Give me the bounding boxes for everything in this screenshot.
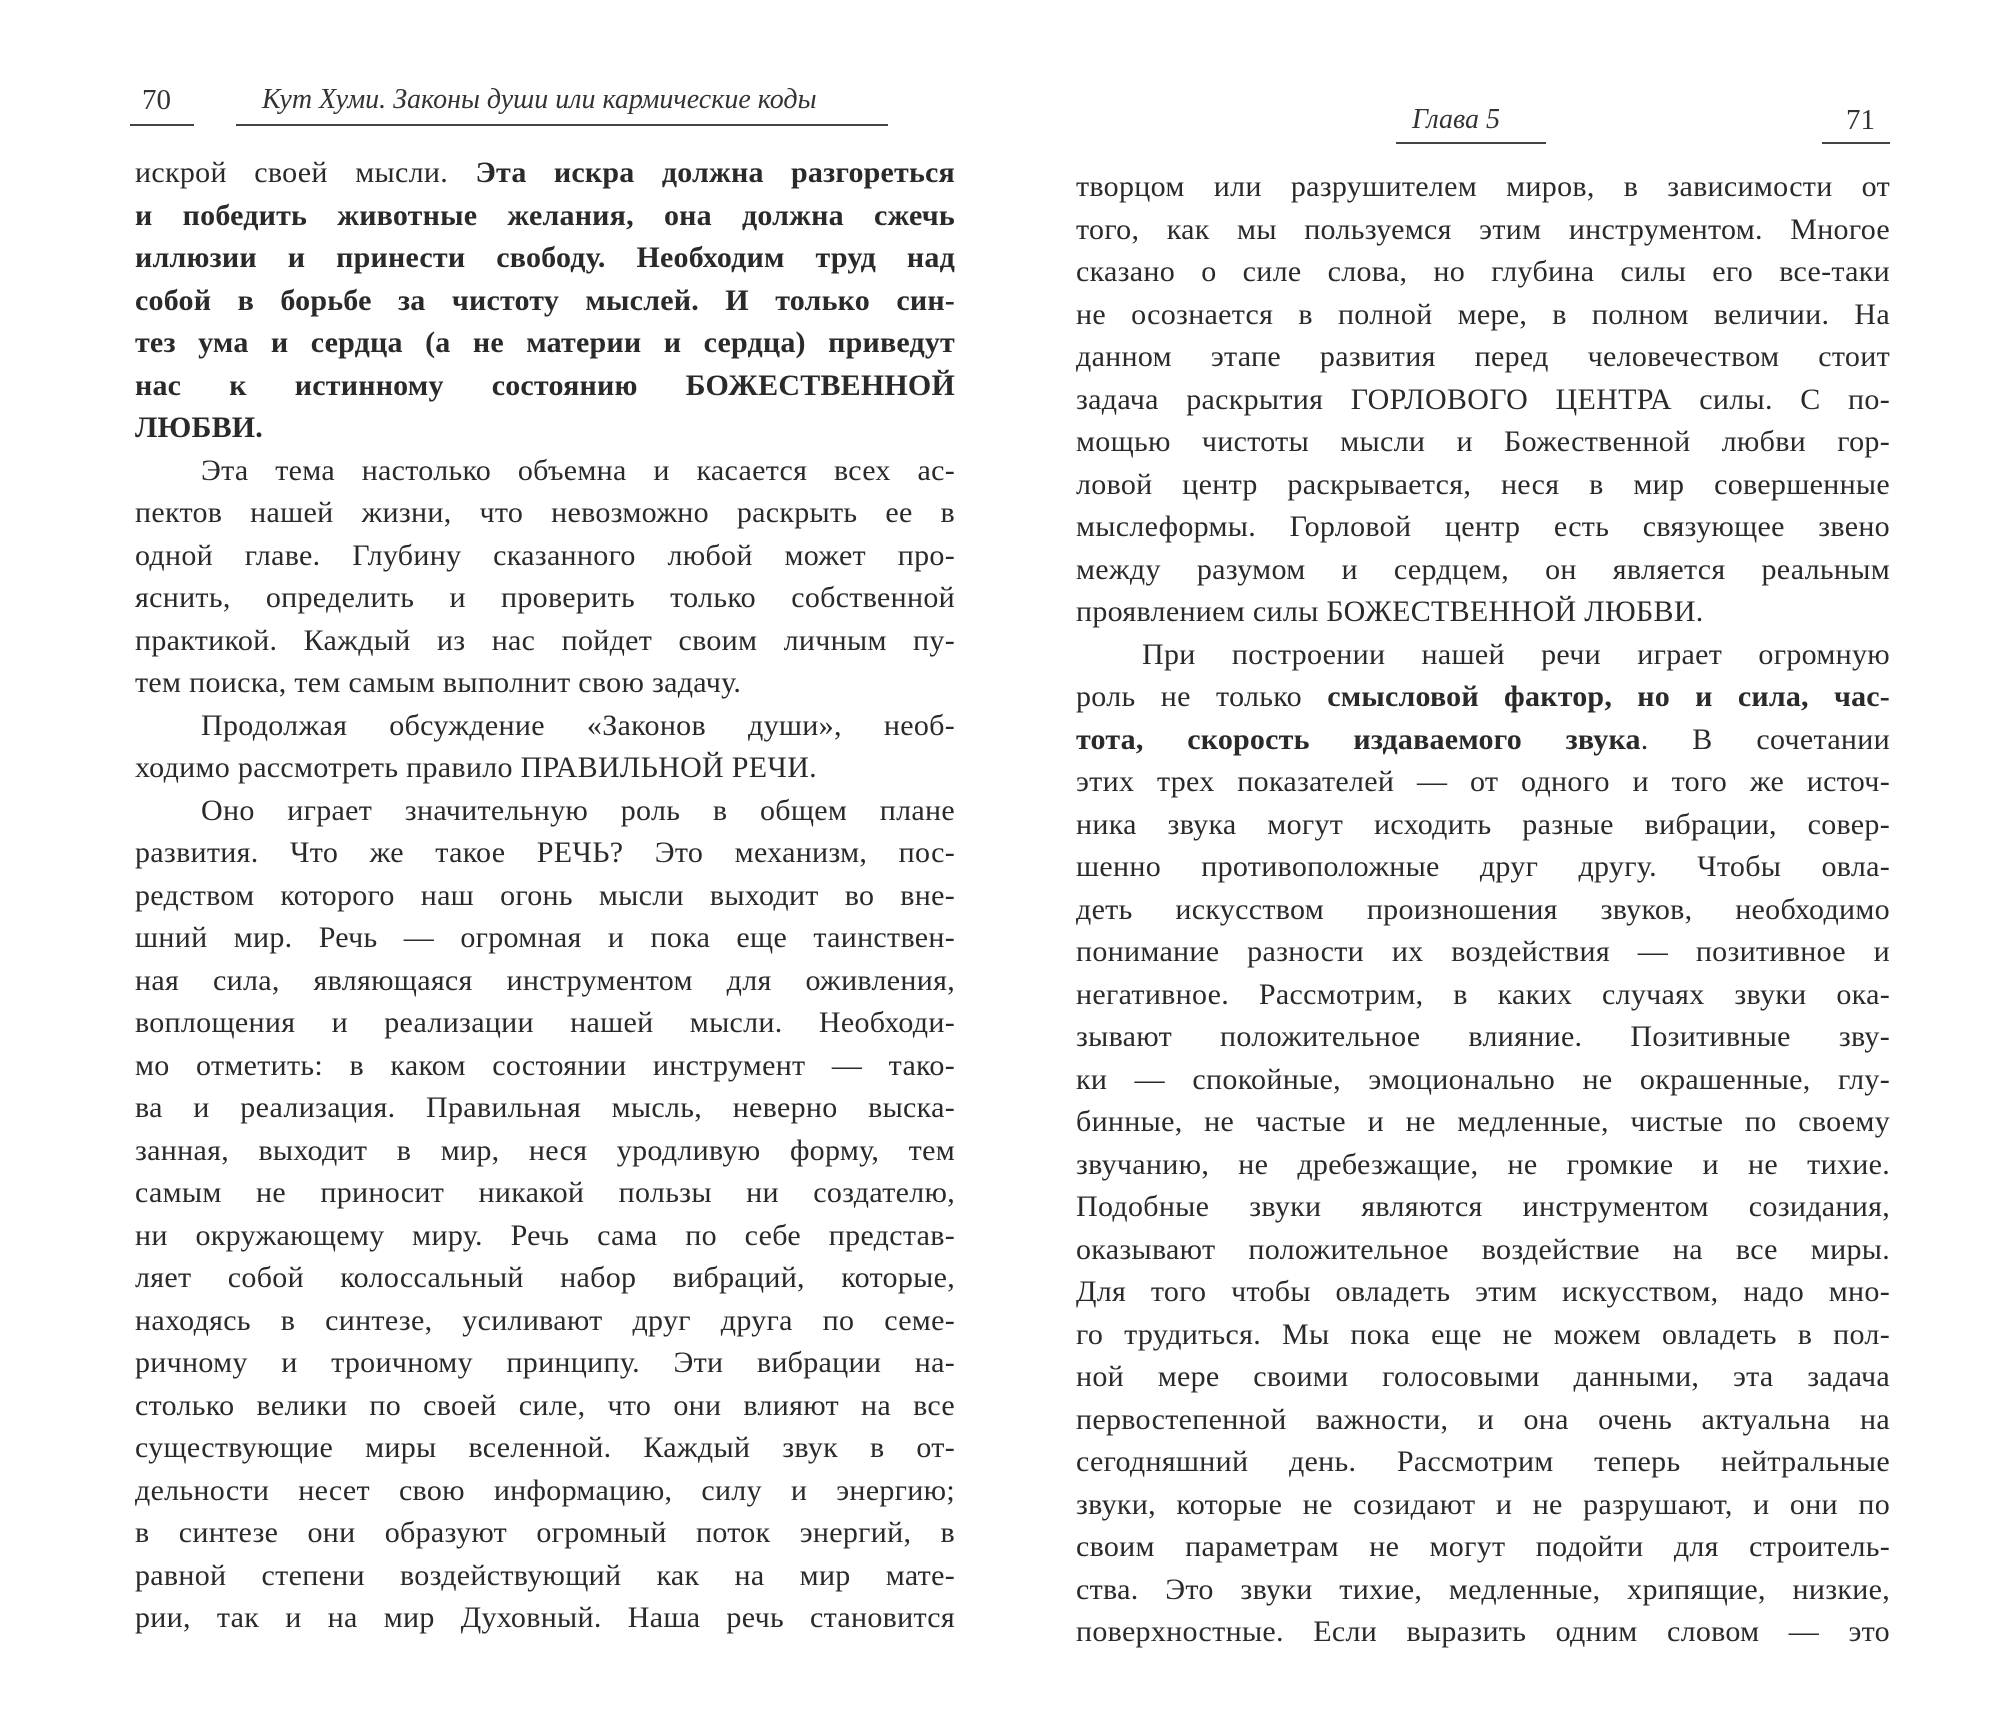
text-run: занная, выходит в мир, неся уродливую форму, тем — [135, 1133, 955, 1167]
text-run: самым не приносит никакой пользы ни создателю, — [135, 1176, 955, 1209]
bold-text-run: ЛЮБВИ. — [135, 411, 264, 444]
text-line — [135, 577, 955, 620]
text-line — [1076, 974, 1890, 1017]
text-run: мыслеформы. Горловой центр есть связующее звено — [1076, 510, 1890, 543]
text-run: того, как мы пользуемся этим инструментом. Многое — [1076, 212, 1890, 246]
text-line — [135, 365, 955, 408]
text-run: ловой центр раскрывается, неся в мир совершенные — [1076, 467, 1890, 501]
body-text — [135, 152, 955, 1640]
text-line — [1076, 1016, 1890, 1059]
text-run: своим параметрам не могут подойти для строитель- — [1076, 1530, 1890, 1563]
text-line — [135, 1300, 955, 1343]
text-line — [1076, 1611, 1890, 1654]
text-run: этих трех показателей — от одного и того же источ- — [1076, 765, 1890, 798]
running-header: Глава 5 — [1412, 104, 1500, 135]
text-line — [1076, 251, 1890, 294]
text-line — [135, 832, 955, 875]
text-line — [1076, 931, 1890, 974]
text-line — [1076, 889, 1890, 932]
text-run: звуки, которые не созидают и не разрушают, и они по — [1076, 1487, 1890, 1521]
text-line — [1076, 1399, 1890, 1442]
text-run: сказано о силе слова, но глубина силы его все-таки — [1076, 255, 1890, 288]
text-run: одной главе. Глубину сказанного любой может про- — [135, 538, 955, 572]
text-line — [1076, 421, 1890, 464]
text-line — [135, 875, 955, 918]
text-run: сегодняшний день. Рассмотрим теперь нейтральные — [1076, 1445, 1890, 1478]
text-run: звучанию, не дребезжащие, не громкие и не тихие. — [1076, 1147, 1890, 1181]
text-run: поверхностные. Если выразить одним словом — это — [1076, 1615, 1890, 1648]
text-run: ляет собой колоссальный набор вибраций, которые, — [135, 1261, 955, 1294]
text-line — [135, 790, 955, 833]
text-run: находясь в синтезе, усиливают друг друга по семе- — [135, 1303, 955, 1337]
bold-text-run: тота, скорость издаваемого звука — [1076, 722, 1641, 756]
bold-text-run: иллюзии и принести свободу. Необходим труд над — [135, 241, 955, 274]
text-line — [1076, 761, 1890, 804]
text-run: Оно играет значительную роль в общем плане — [201, 793, 955, 827]
text-line — [135, 1512, 955, 1555]
text-line — [135, 237, 955, 280]
text-line — [1076, 591, 1890, 634]
running-header: Кут Хуми. Законы души или кармические коды — [262, 84, 817, 115]
text-line — [1076, 634, 1890, 677]
text-run: го трудиться. Мы пока еще не можем овладеть в пол- — [1076, 1317, 1890, 1351]
text-line — [135, 1555, 955, 1598]
text-line — [135, 1045, 955, 1088]
header-rule — [236, 124, 888, 126]
bold-text-run: собой в борьбе за чистоту мыслей. И только син- — [135, 283, 955, 317]
header-rule — [1822, 142, 1890, 144]
text-run: редством которого наш огонь мысли выходит во вне- — [135, 878, 955, 912]
body-text — [1076, 166, 1890, 1654]
text-line — [1076, 719, 1890, 762]
text-run: рии, так и на мир Духовный. Наша речь становится — [135, 1601, 955, 1634]
text-run: существующие миры вселенной. Каждый звук в от- — [135, 1431, 955, 1464]
text-line — [1076, 209, 1890, 252]
text-line — [135, 492, 955, 535]
bold-text-run: Эта искра должна разгореться — [475, 156, 955, 189]
text-line — [135, 917, 955, 960]
text-line — [1076, 1229, 1890, 1272]
text-run: между разумом и сердцем, он является реальным — [1076, 552, 1890, 586]
header-rule — [1396, 142, 1546, 144]
text-line — [1076, 1101, 1890, 1144]
text-run: ни окружающему миру. Речь сама по себе представ- — [135, 1218, 955, 1252]
text-run: деть искусством произношения звуков, необходимо — [1076, 892, 1890, 926]
text-line — [1076, 1569, 1890, 1612]
header-rule — [130, 124, 194, 126]
text-run: зывают положительное влияние. Позитивные зву- — [1076, 1020, 1890, 1053]
text-line — [1076, 506, 1890, 549]
right-page — [1000, 0, 2000, 1720]
text-line — [135, 1087, 955, 1130]
text-line — [1076, 1484, 1890, 1527]
text-run: шний мир. Речь — огромная и пока еще таинствен- — [135, 921, 955, 954]
text-run: При построении нашей речи играет огромную — [1142, 637, 1890, 671]
text-run: оказывают положительное воздействие на все миры. — [1076, 1232, 1890, 1266]
text-line — [1076, 1314, 1890, 1357]
text-line — [135, 1002, 955, 1045]
bold-text-run: и победить животные желания, она должна сжечь — [135, 198, 955, 232]
page-number: 71 — [1846, 104, 1875, 136]
text-run: яснить, определить и проверить только собственной — [135, 581, 955, 614]
text-line — [1076, 549, 1890, 592]
text-run: первостепенной важности, и она очень актуальна на — [1076, 1402, 1890, 1436]
text-line — [135, 1130, 955, 1173]
text-line — [1076, 804, 1890, 847]
text-run: мо отметить: в каком состоянии инструмент — тако- — [135, 1048, 955, 1082]
text-line — [1076, 1526, 1890, 1569]
text-line — [135, 450, 955, 493]
text-run: проявлением силы БОЖЕСТВЕННОЙ ЛЮБВИ. — [1076, 595, 1704, 628]
text-run: Продолжая обсуждение «Законов души», необ- — [201, 708, 955, 742]
text-run: понимание разности их воздействия — позитивное и — [1076, 935, 1890, 968]
text-run: . В сочетании — [1640, 722, 1890, 756]
text-run: бинные, не частые и не медленные, чистые по своему — [1076, 1105, 1890, 1138]
text-run: ства. Это звуки тихие, медленные, хрипящие, низкие, — [1076, 1572, 1890, 1606]
text-line — [1076, 294, 1890, 337]
text-line — [135, 280, 955, 323]
text-line — [135, 322, 955, 365]
text-run: ника звука могут исходить разные вибрации, совер- — [1076, 807, 1890, 841]
text-run: данном этапе развития перед человечеством стоит — [1076, 340, 1890, 373]
bold-text-run: смысловой фактор, но и сила, час- — [1327, 680, 1890, 713]
bold-text-run: нас к истинному состоянию БОЖЕСТВЕННОЙ — [135, 368, 955, 402]
text-line — [135, 407, 955, 450]
bold-text-run: тез ума и сердца (а не материи и сердца) приведут — [135, 326, 955, 359]
text-line — [135, 1470, 955, 1513]
text-run: практикой. Каждый из нас пойдет своим личным пу- — [135, 623, 955, 657]
text-line — [135, 1215, 955, 1258]
text-run: мощью чистоты мысли и Божественной любви гор- — [1076, 425, 1890, 458]
text-line — [1076, 676, 1890, 719]
text-run: ной мере своими голосовыми данными, эта задача — [1076, 1360, 1890, 1393]
text-line — [135, 1257, 955, 1300]
text-line — [1076, 464, 1890, 507]
text-line — [135, 960, 955, 1003]
text-run: столько велики по своей силе, что они влияют на все — [135, 1388, 955, 1422]
text-run: роль не только — [1076, 680, 1328, 713]
text-line — [135, 747, 955, 790]
text-run: в синтезе они образуют огромный поток энергий, в — [135, 1516, 955, 1549]
text-run: творцом или разрушителем миров, в зависимости от — [1076, 170, 1890, 203]
text-line — [135, 1385, 955, 1428]
text-line — [135, 1172, 955, 1215]
text-run: ва и реализация. Правильная мысль, неверно выска- — [135, 1091, 955, 1124]
text-line — [1076, 379, 1890, 422]
text-run: задача раскрытия ГОРЛОВОГО ЦЕНТРА силы. С по- — [1076, 382, 1890, 416]
text-run: тем поиска, тем самым выполнит свою задачу. — [135, 666, 742, 699]
text-run: ричному и троичному принципу. Эти вибрации на- — [135, 1346, 955, 1379]
text-run: искрой своей мысли. — [135, 156, 476, 189]
text-run: не осознается в полной мере, в полном величии. На — [1076, 297, 1890, 331]
text-run: Подобные звуки являются инструментом созидания, — [1076, 1190, 1890, 1223]
text-run: ходимо рассмотреть правило ПРАВИЛЬНОЙ РЕЧИ. — [135, 751, 817, 784]
text-run: негативное. Рассмотрим, в каких случаях звуки ока- — [1076, 977, 1890, 1011]
text-run: шенно противоположные друг другу. Чтобы овла- — [1076, 850, 1890, 883]
text-run: ная сила, являющаяся инструментом для оживления, — [135, 963, 955, 997]
page-number: 70 — [142, 84, 171, 116]
text-line — [1076, 1356, 1890, 1399]
text-line — [1076, 166, 1890, 209]
text-line — [135, 535, 955, 578]
text-line — [135, 705, 955, 748]
text-run: развития. Что же такое РЕЧЬ? Это механизм, пос- — [135, 836, 955, 869]
text-line — [135, 1597, 955, 1640]
text-line — [1076, 1441, 1890, 1484]
text-run: Эта тема настолько объемна и касается всех ас- — [201, 453, 955, 487]
text-line — [135, 662, 955, 705]
text-run: Для того чтобы овладеть этим искусством, надо мно- — [1076, 1275, 1890, 1308]
text-line — [1076, 336, 1890, 379]
text-run: пектов нашей жизни, что невозможно раскрыть ее в — [135, 496, 955, 529]
text-line — [135, 1342, 955, 1385]
text-run: равной степени воздействующий как на мир мате- — [135, 1558, 955, 1592]
text-run: воплощения и реализации нашей мысли. Необходи- — [135, 1006, 955, 1039]
text-run: дельности несет свою информацию, силу и энергию; — [135, 1473, 955, 1507]
text-line — [135, 195, 955, 238]
text-line — [1076, 1186, 1890, 1229]
text-line — [135, 152, 955, 195]
text-line — [1076, 1059, 1890, 1102]
text-line — [1076, 1271, 1890, 1314]
text-run: ки — спокойные, эмоционально не окрашенные, глу- — [1076, 1062, 1890, 1096]
text-line — [1076, 1144, 1890, 1187]
text-line — [1076, 846, 1890, 889]
text-line — [135, 1427, 955, 1470]
text-line — [135, 620, 955, 663]
